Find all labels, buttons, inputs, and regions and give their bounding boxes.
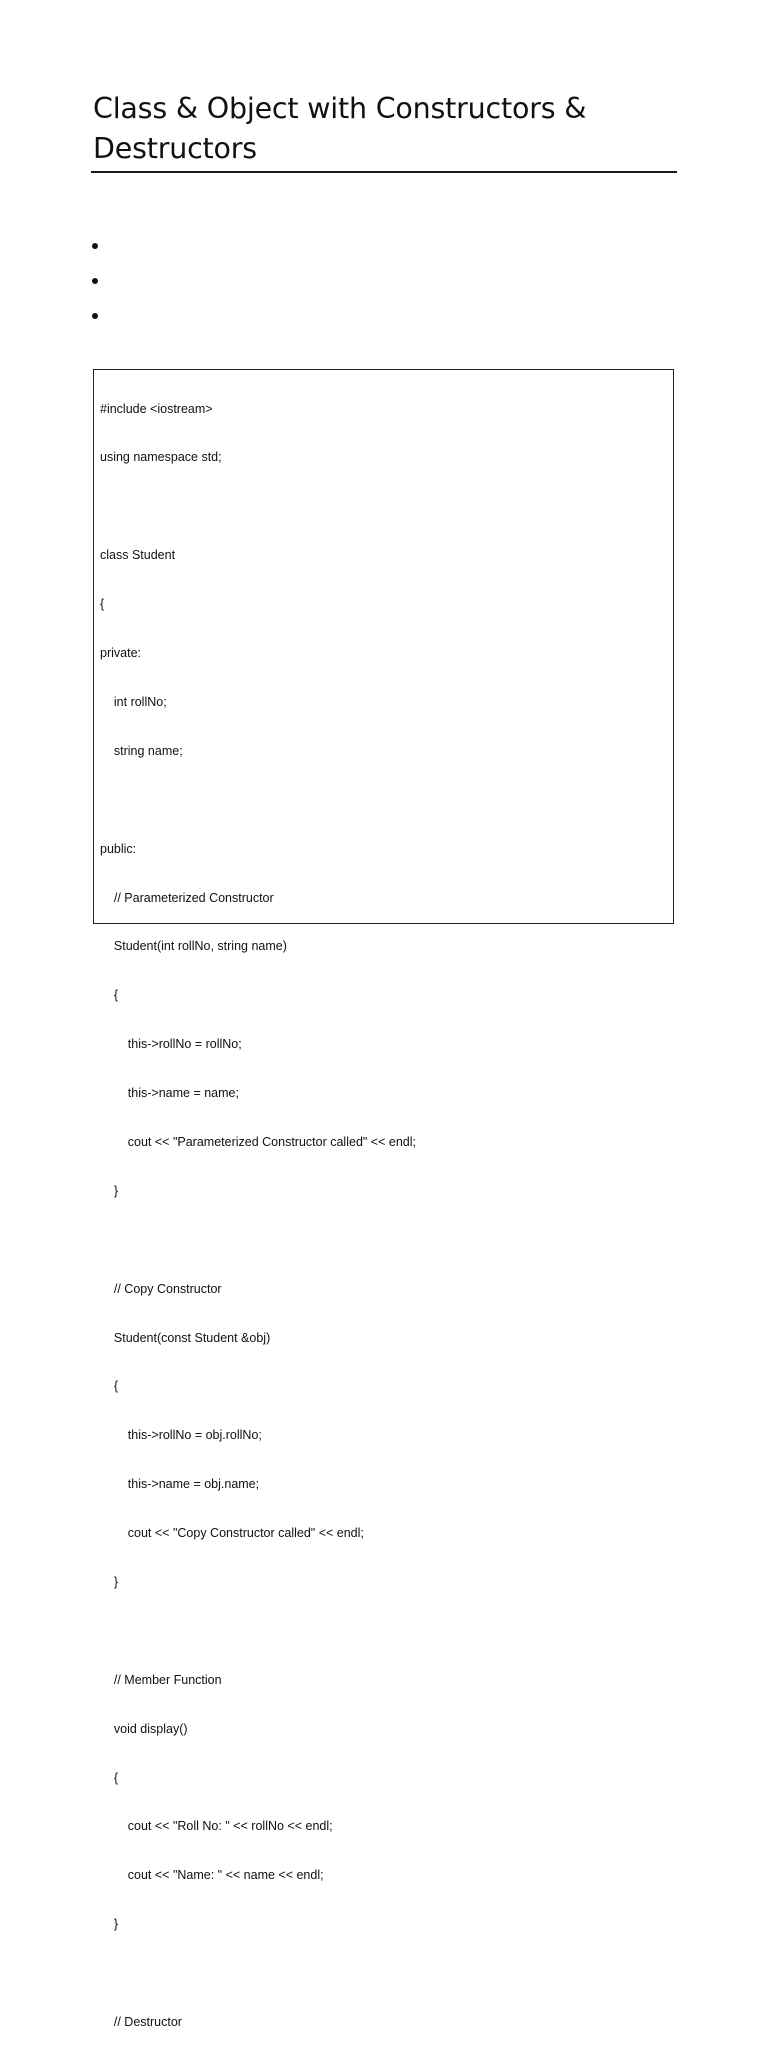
- code-line: {: [100, 1770, 119, 1785]
- bullet-icon: [92, 278, 98, 284]
- code-line: cout << "Name: " << name << endl;: [100, 1868, 324, 1883]
- code-line: }: [100, 1574, 119, 1589]
- code-line: void display(): [100, 1721, 188, 1736]
- code-line: this->rollNo = rollNo;: [100, 1037, 242, 1052]
- code-line: [100, 792, 416, 808]
- code-line: this->name = name;: [100, 1086, 239, 1101]
- code-line: string name;: [100, 743, 183, 758]
- code-line: // Parameterized Constructor: [100, 890, 274, 905]
- code-line: #include <iostream>: [100, 401, 213, 416]
- code-line: [100, 1232, 416, 1248]
- bullet-icon: [92, 313, 98, 319]
- code-line: Student(const Student &obj): [100, 1330, 271, 1345]
- code-line: }: [100, 1183, 119, 1198]
- code-listing: [100, 368, 416, 2063]
- code-line: [100, 498, 416, 514]
- code-line: // Destructor: [100, 2014, 182, 2029]
- code-line: public:: [100, 841, 137, 856]
- code-line: }: [100, 1917, 119, 1932]
- code-block: [93, 369, 674, 2029]
- code-line: [100, 1965, 416, 1981]
- code-line: cout << "Roll No: " << rollNo << endl;: [100, 1819, 333, 1834]
- code-line: class Student: [100, 548, 176, 563]
- code-line: {: [100, 597, 105, 612]
- title-underline: [91, 171, 677, 173]
- code-line: {: [100, 1379, 119, 1394]
- code-line: [100, 1623, 416, 1639]
- bullet-icon: [92, 243, 98, 249]
- code-line: // Copy Constructor: [100, 1281, 222, 1296]
- code-line: {: [100, 988, 119, 1003]
- code-line: cout << "Parameterized Constructor called" << endl;: [100, 1134, 416, 1149]
- code-line: // Member Function: [100, 1672, 222, 1687]
- code-line: this->name = obj.name;: [100, 1477, 260, 1492]
- code-line: using namespace std;: [100, 450, 222, 465]
- code-line: Student(int rollNo, string name): [100, 939, 287, 954]
- code-line: cout << "Copy Constructor called" << endl;: [100, 1526, 364, 1541]
- code-line: int rollNo;: [100, 694, 167, 709]
- code-line: private:: [100, 646, 141, 661]
- code-line: this->rollNo = obj.rollNo;: [100, 1428, 262, 1443]
- page-title: Class & Object with Constructors & Destructors: [93, 92, 587, 165]
